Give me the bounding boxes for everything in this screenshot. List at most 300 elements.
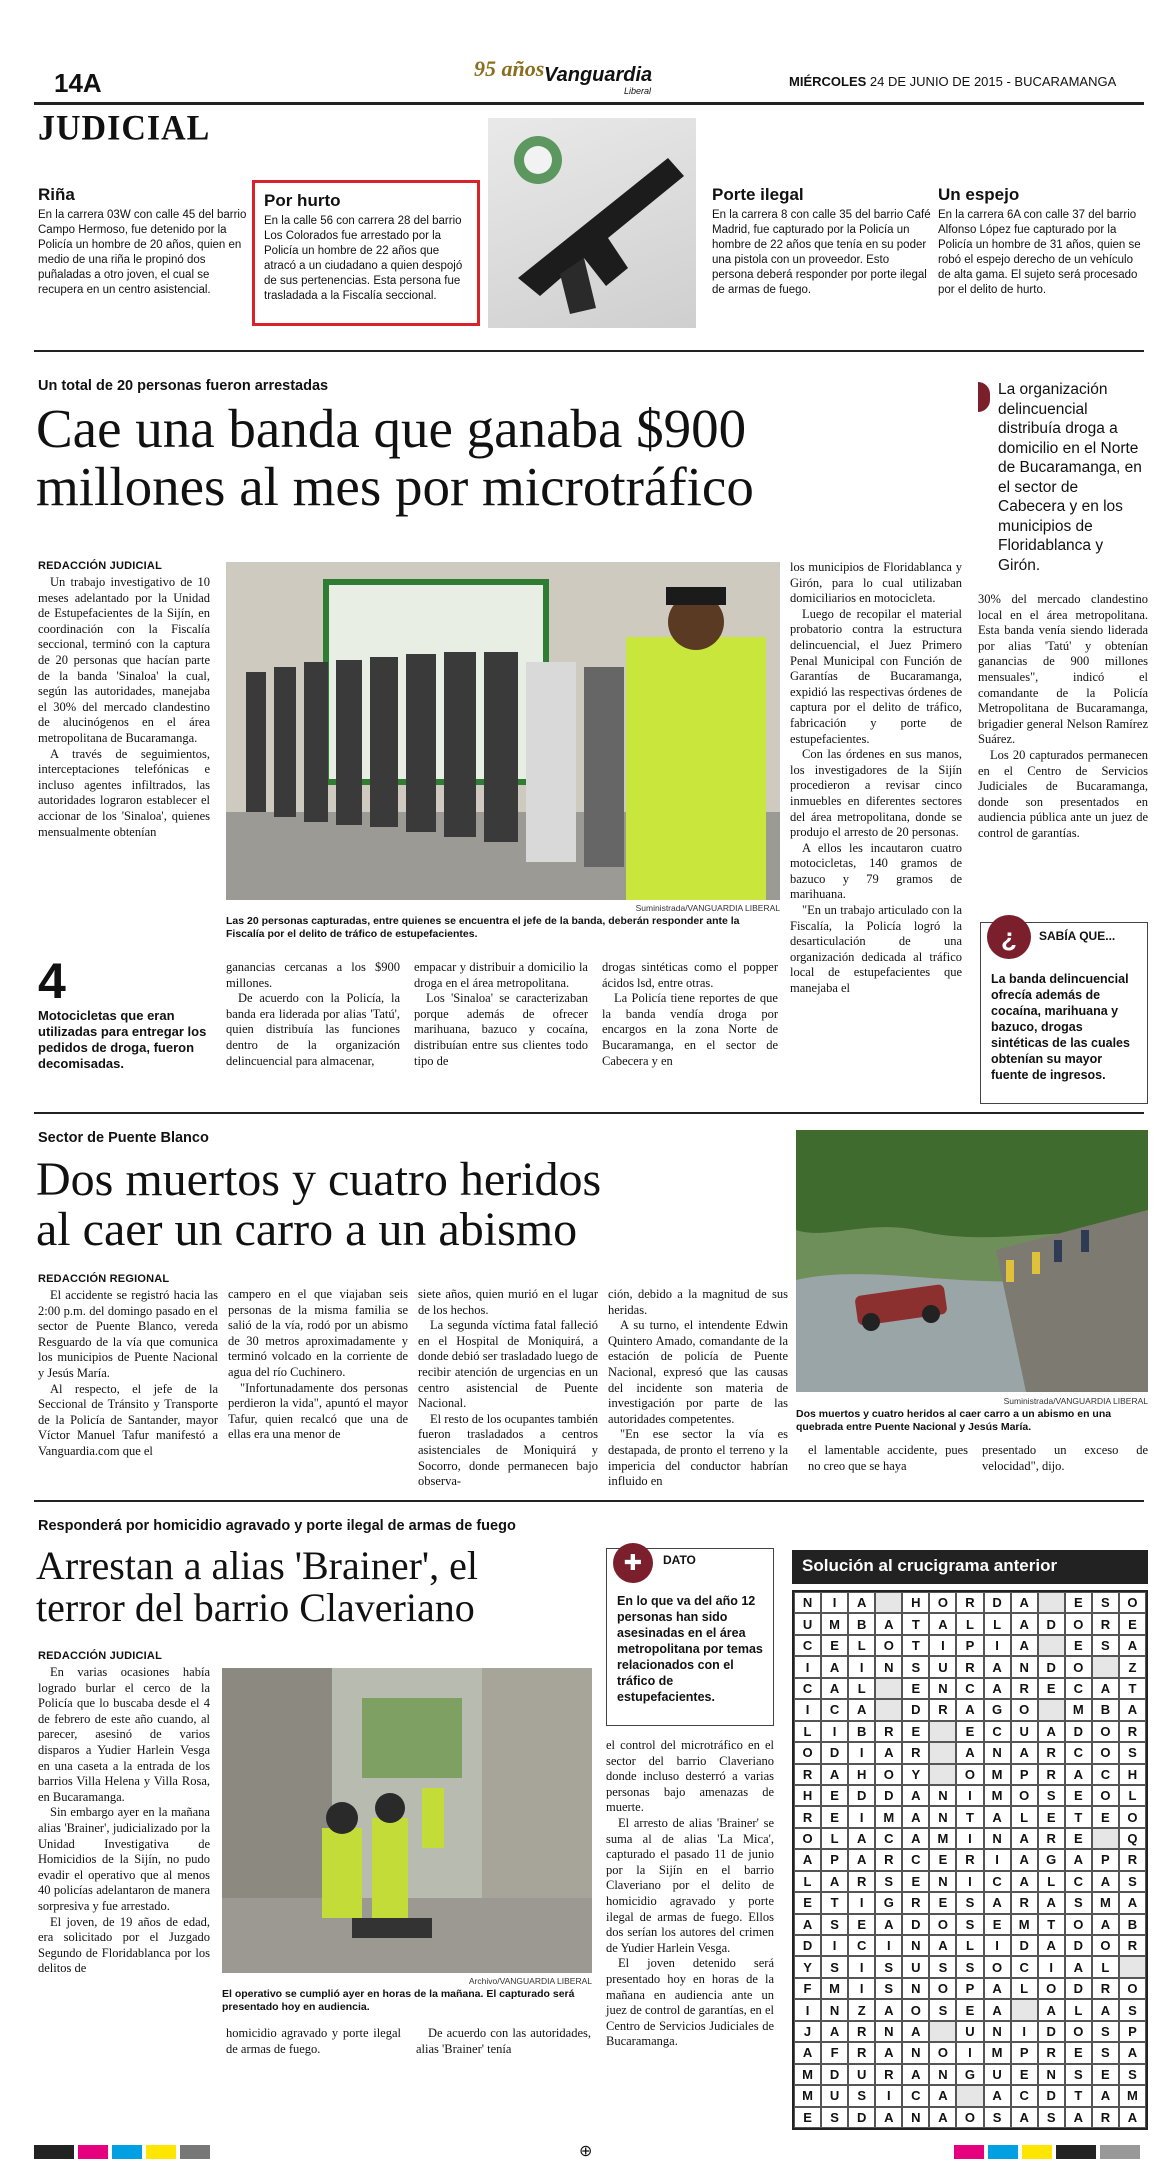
- story1-col1: [38, 560, 210, 840]
- story3-headline: [36, 1545, 596, 1629]
- paragraph: A ellos les incautaron cuatro motocicletas, 140 gramos de bazuco y 79 gramos de marihuana.: [790, 840, 962, 902]
- police-photo: [222, 1668, 592, 1973]
- byline: REDACCIÓN JUDICIAL: [38, 560, 162, 572]
- crossword-cell: C: [984, 1871, 1011, 1892]
- crossword-cell: M: [1092, 1892, 1119, 1913]
- paragraph: 30% del mercado clandestino local en el área metropolitana. Esta banda venía siendo liderada por alias 'Tatú' y obtenían ganancias de 900 millones mensuales", indicó el comandante de la Policía Metropolitana de Bucaramanga, brigadier general Nelson Ramírez Suárez.: [978, 592, 1148, 747]
- crossword-cell: P: [1011, 1764, 1038, 1785]
- crossword-cell: A: [875, 1999, 902, 2020]
- crossword-cell: O: [875, 1635, 902, 1656]
- crossword-cell: H: [848, 1764, 875, 1785]
- sabia-title: SABÍA QUE...: [1039, 929, 1116, 943]
- crossword-cell: E: [902, 1678, 929, 1699]
- crossword-cell: A: [1038, 1892, 1065, 1913]
- crossword-cell: Z: [1119, 1656, 1146, 1677]
- crossword-cell: D: [1065, 1721, 1092, 1742]
- briefs-rule: [34, 350, 1144, 352]
- paragraph: El accidente se registró hacia las 2:00 p.m. del domingo pasado en el sector de Puente Blanco, vereda Resguardo de la vía que comunica los municipios de Puente Nacional y Jesús María.: [38, 1288, 218, 1380]
- headline-line: Dos muertos y cuatro heridos: [36, 1153, 602, 1206]
- crossword-cell: U: [929, 1656, 956, 1677]
- crossword-cell: O: [875, 1764, 902, 1785]
- crossword-cell: L: [1065, 1999, 1092, 2020]
- brief-text: En la carrera 8 con calle 35 del barrio Café Madrid, fue capturado por la Policía un hombre de 22 años que tenía en su poder una pistola con un proveedor. Esto persona deberá responder por porte ilegal de armas de fuego.: [712, 209, 931, 296]
- crossword-cell: P: [956, 1978, 983, 1999]
- story2-headline: [36, 1155, 796, 1256]
- paragraph: Con las órdenes en sus manos, los investigadores de la Sijín procedieron a revisar cinco inmuebles en diferentes sectores del área metropolitana, donde se produjo el arresto de 20 personas.: [790, 747, 962, 840]
- crossword-cell: A: [902, 1828, 929, 1849]
- crossword-cell: R: [848, 2042, 875, 2063]
- crossword-cell: M: [875, 1806, 902, 1827]
- pull-quote-text: La organización delincuencial distribuía droga a domicilio en el Norte de Bucaramanga, en el sector de Cabecera y en los municipios de Floridablanca y Girón.: [998, 381, 1142, 574]
- crossword-cell: U: [1011, 1721, 1038, 1742]
- paragraph: El joven detenido será presentado hoy en horas de la mañana en audiencia ante un juez de control de garantías, en el Centro de Servicios Judiciales de Bucaramanga.: [606, 1956, 774, 2049]
- paragraph: El resto de los ocupantes también fueron trasladados a centros asistenciales de Moniquirá y Socorro, donde permanecen bajo observa-: [418, 1411, 598, 1489]
- crossword-cell: O: [929, 1592, 956, 1613]
- crossword-cell: S: [1065, 1892, 1092, 1913]
- paragraph: El joven, de 19 años de edad, era solicitado por el Juzgado Segundo de Floridablanca por los delitos de: [38, 1914, 210, 1976]
- paragraph: drogas sintéticas como el popper ácidos lsd, entre otras.: [602, 960, 778, 990]
- stat-text: Motocicletas que eran utilizadas para entregar los pedidos de droga, fueron decomisadas.: [38, 1008, 207, 1071]
- page-date: [789, 74, 1116, 89]
- story2-col2: [228, 1287, 408, 1443]
- crossword-cell: E: [1119, 1613, 1146, 1634]
- story2-tail-left: [808, 1443, 968, 1474]
- dato-box: [606, 1548, 774, 1726]
- crossword-cell: L: [1092, 1956, 1119, 1977]
- crossword-cell: N: [821, 1999, 848, 2020]
- paragraph: "En un trabajo articulado con la Fiscalía, la Policía logró la desarticulación de una organización dedicada al tráfico local de estupefacientes que manejaba el: [790, 903, 962, 996]
- registration-mark-icon: ⊕: [579, 2143, 593, 2160]
- crossword-cell: E: [1065, 1785, 1092, 1806]
- crossword-cell: O: [956, 1764, 983, 1785]
- crossword-cell: D: [848, 2107, 875, 2128]
- story3-under-col2: [416, 2026, 591, 2057]
- crossword-cell: R: [875, 1849, 902, 1870]
- paragraph: En varias ocasiones había logrado burlar el cerco de la Policía que lo buscaba desde el 4 de febrero de este año cuando, al parecer, asesinó de varios disparos a Yudier Harlein Vesga en una caseta a la entrada de los barrios Villa Helena y Villa Rosa, en Bucaramanga.: [38, 1665, 210, 1804]
- crossword-cell: I: [956, 1785, 983, 1806]
- crossword-cell: A: [875, 1914, 902, 1935]
- crossword-cell: L: [1011, 1978, 1038, 1999]
- crossword-cell: R: [794, 1806, 821, 1827]
- brief-text: En la calle 56 con carrera 28 del barrio Los Colorados fue arrestado por la Policía un hombre de 22 años que atracó a un ciudadano a quien despojó de sus pertenencias. Esta persona fue trasladada a la Fiscalía seccional.: [264, 215, 463, 302]
- arrest-photo: [226, 562, 780, 900]
- crossword-cell: A: [1011, 1871, 1038, 1892]
- logo-name: Vanguardia: [544, 64, 653, 86]
- crossword-cell: E: [929, 1849, 956, 1870]
- crossword-cell: I: [875, 2085, 902, 2106]
- crossword-cell: M: [984, 2042, 1011, 2063]
- crossword-cell: H: [1119, 1764, 1146, 1785]
- crossword-cell: I: [821, 1592, 848, 1613]
- crossword-cell: G: [956, 2064, 983, 2085]
- pistol-icon: [488, 118, 696, 328]
- crossword-cell: R: [875, 1721, 902, 1742]
- crossword-cell: L: [956, 1613, 983, 1634]
- crossword-cell: Y: [794, 1956, 821, 1977]
- crossword-cell: A: [1011, 1849, 1038, 1870]
- crossword-cell: R: [956, 1592, 983, 1613]
- crossword-cell: I: [956, 1871, 983, 1892]
- crossword-cell: A: [1011, 2107, 1038, 2128]
- crossword-cell: A: [821, 2021, 848, 2042]
- crossword-cell: A: [875, 2107, 902, 2128]
- crossword-cell: A: [875, 2042, 902, 2063]
- crossword-cell: S: [1092, 2021, 1119, 2042]
- sabia-box: [980, 922, 1148, 1104]
- story1-rule: [34, 1112, 1144, 1114]
- crossword-cell: A: [1038, 1999, 1065, 2020]
- crossword-cell: A: [1119, 2107, 1146, 2128]
- headline-line: Cae una banda que ganaba $900: [36, 398, 747, 459]
- crossword-cell: A: [1011, 1742, 1038, 1763]
- crossword-cell: T: [1038, 1914, 1065, 1935]
- crossword-cell: E: [1092, 2064, 1119, 2085]
- crossword-cell: Z: [848, 1999, 875, 2020]
- crossword-cell: A: [956, 1742, 983, 1763]
- crossword-cell: A: [1011, 1592, 1038, 1613]
- crossword-cell: S: [1092, 1592, 1119, 1613]
- crossword-cell: O: [956, 2107, 983, 2128]
- crossword-cell: A: [929, 2107, 956, 2128]
- crossword-cell: R: [1119, 1721, 1146, 1742]
- crossword-cell: B: [1092, 1699, 1119, 1720]
- byline: REDACCIÓN JUDICIAL: [38, 1650, 162, 1662]
- crossword-cell: S: [875, 1978, 902, 1999]
- crossword-cell: M: [984, 1785, 1011, 1806]
- crossword-cell: S: [848, 2085, 875, 2106]
- crossword-cell: R: [848, 1871, 875, 1892]
- crossword-cell: A: [1038, 1935, 1065, 1956]
- crossword-cell: S: [1119, 2064, 1146, 2085]
- crossword-cell: P: [1092, 1849, 1119, 1870]
- crossword-cell: D: [794, 1935, 821, 1956]
- crossword-cell: A: [984, 1656, 1011, 1677]
- crossword-cell: N: [929, 1871, 956, 1892]
- crossword-cell: C: [875, 1828, 902, 1849]
- crossword-cell: C: [1011, 1956, 1038, 1977]
- paragraph: "En ese sector la vía es destapada, de pronto el terreno y la impericia del conductor habrían influido en: [608, 1427, 788, 1489]
- crossword-cell: D: [902, 1699, 929, 1720]
- crossword-cell: O: [929, 1978, 956, 1999]
- paragraph: los municipios de Floridablanca y Girón, para lo cual utilizaban domiciliarios en motocicleta.: [790, 560, 962, 606]
- crossword-cell: Y: [902, 1764, 929, 1785]
- crossword-cell: A: [1092, 2085, 1119, 2106]
- crossword-cell: L: [956, 1935, 983, 1956]
- crossword-cell: C: [902, 2085, 929, 2106]
- arrest-scene: [226, 562, 780, 900]
- story1-col3: [790, 560, 962, 997]
- crossword-cell: E: [929, 1892, 956, 1913]
- crossword-cell: D: [1038, 1613, 1065, 1634]
- crossword-cell: R: [929, 1699, 956, 1720]
- crossword-cell: A: [1092, 1999, 1119, 2020]
- crossword-cell: [1038, 1592, 1065, 1613]
- crossword-cell: [1092, 1828, 1119, 1849]
- story1-kicker: Un total de 20 personas fueron arrestadas: [38, 378, 329, 394]
- stat-box: [38, 953, 210, 1072]
- crossword-cell: U: [848, 2064, 875, 2085]
- section-title: JUDICIAL: [38, 109, 211, 148]
- crossword-cell: I: [956, 2042, 983, 2063]
- crossword-cell: P: [1011, 2042, 1038, 2063]
- crossword-cell: R: [1038, 1742, 1065, 1763]
- crossword-cell: T: [1065, 2085, 1092, 2106]
- crossword-cell: I: [848, 1956, 875, 1977]
- crossword-cell: N: [1011, 1656, 1038, 1677]
- story2-rule: [34, 1500, 1144, 1502]
- brief-un-espejo: [938, 185, 1148, 298]
- crossword-cell: S: [1038, 1785, 1065, 1806]
- crossword-cell: A: [848, 1849, 875, 1870]
- crossword-cell: S: [984, 2107, 1011, 2128]
- crossword-cell: O: [1011, 1785, 1038, 1806]
- pull-quote: [978, 380, 1148, 575]
- photo-credit: Archivo/VANGUARDIA LIBERAL: [468, 1976, 592, 1986]
- crossword-cell: E: [956, 1999, 983, 2020]
- crossword-cell: O: [794, 1828, 821, 1849]
- crossword-cell: D: [821, 1742, 848, 1763]
- crossword-cell: I: [821, 1721, 848, 1742]
- crossword-cell: R: [1038, 1764, 1065, 1785]
- crossword-cell: A: [984, 1892, 1011, 1913]
- crossword-cell: E: [1065, 1635, 1092, 1656]
- crossword-cell: [929, 1742, 956, 1763]
- story3-under-col1: [226, 2026, 401, 2057]
- crossword-cell: O: [929, 1914, 956, 1935]
- brief-title: Un espejo: [938, 185, 1020, 204]
- crossword-cell: I: [794, 1999, 821, 2020]
- crossword-cell: C: [1065, 1871, 1092, 1892]
- crossword-cell: U: [956, 2021, 983, 2042]
- crossword-cell: T: [902, 1635, 929, 1656]
- headline-line: al caer un carro a un abismo: [36, 1203, 578, 1257]
- crossword-cell: D: [1038, 1656, 1065, 1677]
- crossword-cell: O: [1092, 1742, 1119, 1763]
- crossword-cell: A: [1038, 1721, 1065, 1742]
- crossword-cell: O: [1092, 1721, 1119, 1742]
- crossword-cell: O: [794, 1742, 821, 1763]
- crossword-cell: A: [1092, 1871, 1119, 1892]
- crossword-cell: [875, 1699, 902, 1720]
- paragraph: El arresto de alias 'Brainer' se suma al de alias 'La Mica', capturado el pasado 11 de junio por la Sijín en el barrio Claveriano por el delito de homicidio agravado y porte ilegal de armas de fuego. Ellos dos serían los autores del crimen de Yudier Harlein Vesga.: [606, 1815, 774, 1955]
- crossword-cell: N: [929, 1806, 956, 1827]
- crossword-cell: E: [1011, 2064, 1038, 2085]
- police-scene: [222, 1668, 592, 1973]
- crossword-cell: A: [821, 1871, 848, 1892]
- crossword-cell: E: [794, 1892, 821, 1913]
- crossword-cell: L: [1119, 1785, 1146, 1806]
- crossword-cell: N: [984, 1742, 1011, 1763]
- crossword-cell: S: [1092, 2042, 1119, 2063]
- stat-number: 4: [38, 953, 66, 1009]
- crossword-cell: A: [1065, 1764, 1092, 1785]
- crossword-cell: T: [1065, 1806, 1092, 1827]
- paragraph: presentado un exceso de velocidad", dijo.: [982, 1443, 1148, 1473]
- crossword-cell: G: [1038, 1849, 1065, 1870]
- crossword-cell: L: [1038, 1871, 1065, 1892]
- crossword-cell: [1011, 1999, 1038, 2020]
- logo-years: 95 años: [474, 56, 545, 81]
- paragraph: Los 20 capturados permanecen en el Centro de Servicios Judiciales de Bucaramanga, donde son presentados en audiencia pública ante un juez de control de garantías.: [978, 747, 1148, 840]
- crossword-cell: M: [1119, 2085, 1146, 2106]
- crossword-cell: O: [1119, 1592, 1146, 1613]
- crossword-cell: A: [956, 1699, 983, 1720]
- paragraph: Luego de recopilar el material probatorio contra la estructura delincuencial, el Juez Primero Penal Municipal con Función de Garantías de Bucaramanga, expidió las respectivas órdenes de captura por el delito de tráfico, fabricación y porte de estupefacientes.: [790, 606, 962, 746]
- paragraph: siete años, quien murió en el lugar de los hechos.: [418, 1287, 598, 1317]
- crossword-cell: D: [1065, 1935, 1092, 1956]
- crossword-cell: C: [1065, 1742, 1092, 1763]
- crossword-cell: U: [821, 2085, 848, 2106]
- headline-line: Arrestan a alias 'Brainer', el: [36, 1543, 478, 1588]
- crossword-cell: R: [1119, 1849, 1146, 1870]
- crossword-cell: D: [848, 1785, 875, 1806]
- accident-photo: [796, 1130, 1148, 1392]
- crossword-cell: E: [1065, 1828, 1092, 1849]
- crossword-cell: U: [902, 1956, 929, 1977]
- crossword-cell: A: [821, 1678, 848, 1699]
- paragraph: De acuerdo con las autoridades, alias 'Brainer' tenía: [416, 2026, 591, 2056]
- crossword-cell: L: [821, 1828, 848, 1849]
- crossword-cell: E: [902, 1721, 929, 1742]
- crossword-cell: R: [1092, 2107, 1119, 2128]
- crossword-cell: R: [956, 1849, 983, 1870]
- crossword-cell: C: [794, 1678, 821, 1699]
- crossword-cell: C: [1065, 1678, 1092, 1699]
- story2-kicker: Sector de Puente Blanco: [38, 1130, 209, 1146]
- crossword-cell: B: [848, 1613, 875, 1634]
- crossword-cell: O: [1119, 1978, 1146, 1999]
- crossword-cell: P: [821, 1849, 848, 1870]
- paragraph: campero en el que viajaban seis personas de la misma familia se salió de la vía, rodó por un abismo de 30 metros aproximadamente y terminó volcado en la corriente de agua del río Cuchinero.: [228, 1287, 408, 1379]
- crossword-cell: A: [794, 1849, 821, 1870]
- crossword-cell: A: [929, 1613, 956, 1634]
- crossword-cell: M: [929, 1828, 956, 1849]
- brief-title: Porte ilegal: [712, 185, 804, 204]
- brief-por-hurto: [252, 180, 480, 326]
- crossword-cell: R: [1038, 2042, 1065, 2063]
- crossword-cell: A: [984, 1806, 1011, 1827]
- crossword-cell: M: [821, 1978, 848, 1999]
- crossword-cell: T: [1119, 1678, 1146, 1699]
- crossword-cell: A: [984, 1978, 1011, 1999]
- crossword-cell: A: [794, 2042, 821, 2063]
- crossword-cell: O: [1119, 1806, 1146, 1827]
- crossword-cell: S: [821, 1956, 848, 1977]
- date-rest: 24 DE JUNIO DE 2015 - BUCARAMANGA: [869, 74, 1117, 89]
- story3-kicker: Responderá por homicidio agravado y porte ilegal de armas de fuego: [38, 1518, 516, 1534]
- paragraph: empacar y distribuir a domicilio la droga en el área metropolitana.: [414, 960, 588, 990]
- crossword-cell: R: [1092, 1978, 1119, 1999]
- crossword-cell: R: [1119, 1935, 1146, 1956]
- crossword-cell: O: [929, 2042, 956, 2063]
- crossword-cell: R: [1092, 1613, 1119, 1634]
- crossword-cell: D: [984, 1592, 1011, 1613]
- crossword-cell: N: [902, 1935, 929, 1956]
- paragraph: el lamentable accidente, pues no creo que se haya: [808, 1443, 968, 1473]
- story2-col4: [608, 1287, 788, 1490]
- crossword-cell: L: [1011, 1806, 1038, 1827]
- pistol-photo: [488, 118, 696, 328]
- crossword-cell: S: [1038, 2107, 1065, 2128]
- crossword-cell: A: [1065, 2107, 1092, 2128]
- headline-line: millones al mes por microtráfico: [36, 455, 754, 517]
- brief-text: En la carrera 03W con calle 45 del barrio Campo Hermoso, fue detenido por la Policía un hombre de 20 años, quien en medio de una riña le propinó dos puñaladas a otro joven, el cual se recupera en un centro asistencial.: [38, 209, 247, 296]
- crossword-cell: F: [794, 1978, 821, 1999]
- crossword-cell: L: [848, 1678, 875, 1699]
- crossword-cell: A: [1119, 1635, 1146, 1656]
- crossword-cell: I: [984, 1635, 1011, 1656]
- crossword-cell: A: [1011, 1828, 1038, 1849]
- crossword-cell: [1092, 1656, 1119, 1677]
- story1-headline: [36, 400, 976, 516]
- crossword-cell: R: [848, 2021, 875, 2042]
- crossword-cell: O: [1038, 1978, 1065, 1999]
- crossword-cell: E: [956, 1721, 983, 1742]
- story3-col3: [606, 1738, 774, 2050]
- paragraph: A su turno, el intendente Edwin Quintero Amado, comandante de la estación de policía de Puente Nacional, expresó que las causas del incidente son materia de investigación por parte de las autoridades competentes.: [608, 1318, 788, 1426]
- crossword-cell: M: [984, 1764, 1011, 1785]
- crossword-cell: T: [956, 1806, 983, 1827]
- dato-icon: ✚: [613, 1543, 653, 1583]
- paragraph: La segunda víctima fatal falleció en el Hospital de Moniquirá, a donde debió ser trasladado luego de recibir atención de urgencias en un centro asistencial de Puente Nacional.: [418, 1318, 598, 1411]
- crossword-cell: R: [902, 1892, 929, 1913]
- headline-line: terror del barrio Claveriano: [36, 1585, 475, 1630]
- photo-credit: Suministrada/VANGUARDIA LIBERAL: [635, 903, 780, 913]
- crossword-cell: [1038, 1699, 1065, 1720]
- crossword-cell: I: [875, 1935, 902, 1956]
- paragraph: De acuerdo con la Policía, la banda era liderada por alias 'Tatú', quien distribuía las funciones dentro de la organización delincuencial para almacenar,: [226, 991, 400, 1068]
- crossword-cell: H: [794, 1785, 821, 1806]
- paragraph: La Policía tiene reportes de que la banda vendía droga por encargos en la zona Norte de Bucaramanga, en el sector de Cabecera y en: [602, 991, 778, 1068]
- crossword-cell: I: [794, 1699, 821, 1720]
- byline: REDACCIÓN REGIONAL: [38, 1273, 170, 1285]
- story3-col1: [38, 1650, 210, 1977]
- crossword-cell: E: [821, 1635, 848, 1656]
- paragraph: Al respecto, el jefe de la Seccional de Tránsito y Transporte de la Policía de Santander, mayor Víctor Manuel Tafur manifestó a Vanguardia.com que el: [38, 1381, 218, 1458]
- crossword-cell: [956, 2085, 983, 2106]
- crossword-cell: E: [1092, 1806, 1119, 1827]
- crossword-cell: D: [1011, 1935, 1038, 1956]
- crossword-cell: I: [929, 1635, 956, 1656]
- crossword-cell: S: [1119, 1871, 1146, 1892]
- crossword-cell: T: [821, 1892, 848, 1913]
- story1-col4: [978, 592, 1148, 842]
- crossword-cell: N: [929, 1678, 956, 1699]
- photo-caption: El operativo se cumplió ayer en horas de la mañana. El capturado será presentado hoy en audiencia.: [222, 1988, 575, 2013]
- story1-lower-col1: [226, 960, 400, 1069]
- crossword-cell: A: [902, 2064, 929, 2085]
- crossword-cell: I: [821, 1935, 848, 1956]
- crossword-cell: N: [929, 1785, 956, 1806]
- accident-scene: [796, 1130, 1148, 1392]
- crossword-cell: A: [902, 2021, 929, 2042]
- crossword-cell: O: [1092, 1935, 1119, 1956]
- crossword-cell: E: [821, 1785, 848, 1806]
- paragraph: A través de seguimientos, interceptaciones telefónicas e incluso agentes infiltrados, las autoridades lograron establecer el accionar de los 'Sinaloa', quienes mensualmente obtenían: [38, 746, 210, 839]
- crossword-cell: I: [1011, 2021, 1038, 2042]
- crossword-cell: U: [794, 1613, 821, 1634]
- crossword-cell: N: [902, 1978, 929, 1999]
- crossword-cell: O: [1092, 1785, 1119, 1806]
- paragraph: Los 'Sinaloa' se caracterizaban porque además de ofrecer marihuana, bazuco y cocaína, distribuían entre sus clientes todo tipo de: [414, 991, 588, 1068]
- crossword-cell: M: [821, 1613, 848, 1634]
- crossword-cell: M: [1011, 1914, 1038, 1935]
- header-rule: [34, 102, 1144, 105]
- crossword-cell: A: [1065, 1849, 1092, 1870]
- crossword-cell: E: [1038, 1678, 1065, 1699]
- crossword-cell: [1119, 1956, 1146, 1977]
- crossword-cell: N: [902, 2042, 929, 2063]
